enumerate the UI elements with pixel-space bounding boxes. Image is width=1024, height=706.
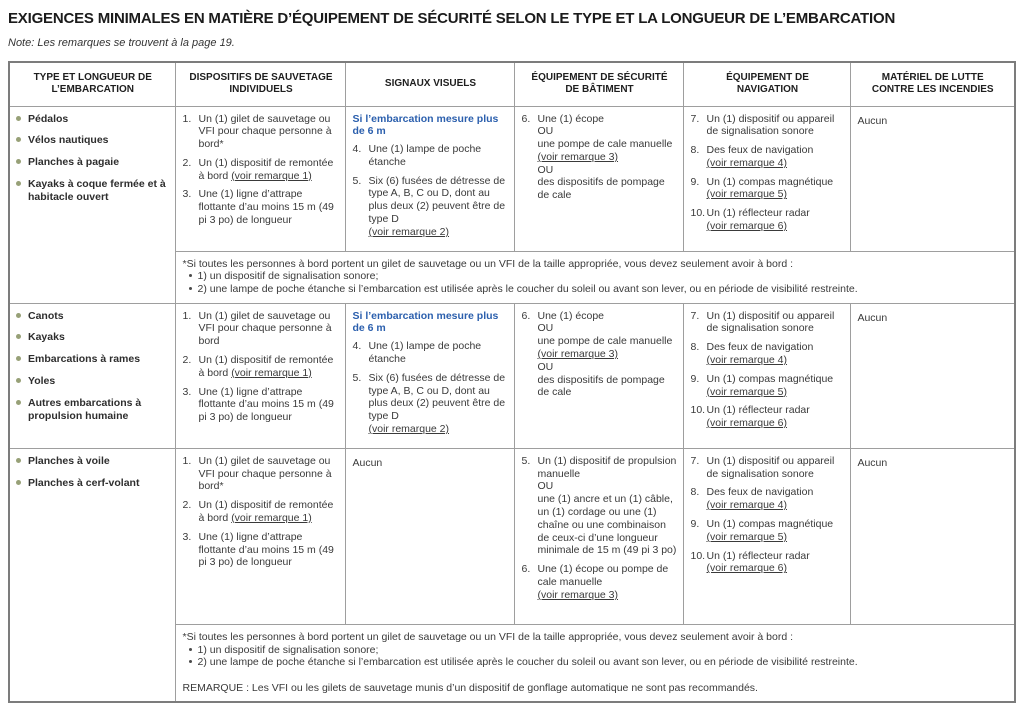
boat-type: Yoles: [16, 375, 168, 388]
item-text: Un (1) gilet de sauvetage ou VFI pour chaque personne à bord: [198, 309, 332, 348]
equipment-item: [690, 341, 843, 367]
none-label: Aucun: [857, 456, 888, 469]
item-text: Un (1) dispositif ou appareil de signalisation sonore: [706, 112, 835, 138]
visual-signals-cell: [346, 303, 515, 448]
item-number: 4.: [352, 143, 362, 156]
remark-link[interactable]: (voir remarque 6): [706, 220, 788, 233]
equipment-item: [690, 455, 843, 481]
item-number: 1.: [182, 309, 192, 322]
none-label: Aucun: [857, 114, 888, 127]
equipment-item: [521, 310, 676, 400]
boat-type: Kayaks: [16, 331, 168, 344]
item-number: 3.: [182, 530, 192, 543]
footnote-intro: *Si toutes les personnes à bord portent un gilet de sauvetage ou un VFI de la taille appropriée, vous devez seulement avoir à bord :: [182, 257, 794, 270]
table-row: [9, 448, 1015, 624]
remark-link[interactable]: (voir remarque 1): [231, 366, 312, 379]
item-text: Une (1) lampe de poche étanche: [368, 340, 482, 366]
boat-type: Kayaks à coque fermée et à habitacle ouvert: [16, 178, 168, 204]
item-number: 1.: [182, 454, 192, 467]
item-text: Un (1) gilet de sauvetage ou VFI pour chaque personne à bord*: [198, 454, 332, 493]
or-separator: OU: [537, 360, 554, 373]
bullet-icon: [16, 458, 21, 463]
column-header-navigation: ÉQUIPEMENT DE NAVIGATION: [684, 62, 851, 106]
item-number: 6.: [521, 112, 531, 125]
boat-types-cell: [9, 448, 176, 702]
item-text: Une (1) écope ou pompe de cale manuelle: [537, 563, 669, 589]
item-text: Un (1) gilet de sauvetage ou VFI pour chaque personne à bord*: [198, 112, 332, 151]
item-number: 7.: [690, 112, 700, 125]
item-text: Une (1) lampe de poche étanche: [368, 143, 482, 168]
boat-type: Autres embarcations à propulsion humaine: [16, 397, 168, 423]
item-number: 10.: [690, 207, 706, 220]
vessel-safety-cell: [515, 106, 684, 251]
firefighting-cell: [851, 448, 1015, 624]
column-header-firefighting: MATÉRIEL DE LUTTE CONTRE LES INCENDIES: [851, 62, 1015, 106]
equipment-item: [182, 455, 338, 493]
safety-equipment-table: [8, 61, 1016, 703]
equipment-item: [690, 113, 843, 139]
item-number: 5.: [521, 454, 531, 467]
equipment-item: [521, 113, 676, 203]
item-number: 9.: [690, 518, 700, 531]
equipment-item: [690, 207, 843, 233]
length-condition-text: Si l’embarcation mesure plus de 6 m: [352, 112, 499, 138]
or-separator: OU: [537, 163, 554, 176]
or-separator: OU: [537, 322, 554, 335]
item-number: 8.: [690, 144, 700, 157]
equipment-item: [182, 113, 338, 151]
column-header-vessel-safety: ÉQUIPEMENT DE SÉCURITÉ DE BÂTIMENT: [515, 62, 684, 106]
bullet-icon: [16, 159, 21, 164]
item-number: 10.: [690, 549, 706, 562]
bullet-icon: [16, 313, 21, 318]
firefighting-cell: [851, 106, 1015, 251]
firefighting-cell: [851, 303, 1015, 448]
equipment-item: [182, 531, 338, 569]
item-number: 9.: [690, 372, 700, 385]
item-text: Un (1) dispositif ou appareil de signalisation sonore: [706, 309, 835, 335]
item-number: 8.: [690, 486, 700, 499]
bullet-icon: [16, 334, 21, 339]
boat-type: Planches à cerf-volant: [16, 477, 168, 490]
item-text: des dispositifs de pompage de cale: [537, 373, 665, 399]
remark-link[interactable]: (voir remarque 2): [368, 225, 450, 238]
vessel-safety-cell: [515, 448, 684, 624]
item-text: Un (1) dispositif de remontée à bord: [198, 156, 334, 182]
table-row: [9, 303, 1015, 448]
equipment-item: [182, 157, 338, 183]
item-number: 5.: [352, 174, 362, 187]
boat-types-cell: [9, 303, 176, 448]
item-number: 10.: [690, 404, 706, 417]
item-text: Un (1) dispositif de remontée à bord: [198, 499, 334, 525]
item-number: 1.: [182, 112, 192, 125]
column-header-visual-signals: SIGNAUX VISUELS: [346, 62, 515, 106]
equipment-item: [521, 455, 676, 557]
item-number: 3.: [182, 188, 192, 201]
equipment-item: [690, 176, 843, 202]
lifesaving-cell: [176, 303, 346, 448]
bullet-icon: [16, 356, 21, 361]
length-condition-text: Si l’embarcation mesure plus de 6 m: [352, 309, 499, 335]
item-number: 9.: [690, 175, 700, 188]
item-number: 7.: [690, 309, 700, 322]
remark-link[interactable]: (voir remarque 6): [706, 417, 788, 430]
equipment-item: [690, 404, 843, 430]
table-row: [9, 106, 1015, 251]
remark-link[interactable]: (voir remarque 4): [706, 499, 788, 512]
page-note: Note: Les remarques se trouvent à la page 19.: [8, 37, 235, 49]
column-header-type: TYPE ET LONGUEUR DE L’EMBARCATION: [9, 62, 176, 106]
visual-signals-cell: [346, 448, 515, 624]
item-text: Des feux de navigation: [706, 486, 814, 499]
equipment-item: [352, 143, 507, 169]
footnote-item: 2) une lampe de poche étanche si l’embarcation est utilisée après le coucher du soleil ou avant son lever, ou en période de visibilité restreinte.: [182, 283, 1007, 296]
bullet-icon: [189, 274, 192, 277]
item-number: 6.: [521, 563, 531, 576]
equipment-item: [352, 340, 507, 366]
remark-link[interactable]: (voir remarque 5): [706, 188, 788, 201]
vessel-safety-cell: [515, 303, 684, 448]
bullet-icon: [189, 287, 192, 290]
navigation-cell: [684, 106, 851, 251]
lifesaving-cell: [176, 106, 346, 251]
item-text: Six (6) fusées de détresse de type A, B, C ou D, dont au plus deux (2) peuvent être de type D: [368, 174, 506, 226]
item-text: Un (1) dispositif de remontée à bord: [198, 354, 334, 379]
item-text: Des feux de navigation: [706, 341, 814, 354]
item-text: Un (1) réflecteur radar: [706, 207, 810, 220]
header-row: [9, 62, 1015, 106]
footnote-intro: *Si toutes les personnes à bord portent un gilet de sauvetage ou un VFI de la taille appropriée, vous devez seulement avoir à bord :: [182, 630, 794, 643]
footnote-item: 1) un dispositif de signalisation sonore;: [182, 270, 1007, 283]
remark-link[interactable]: (voir remarque 5): [706, 530, 788, 543]
boat-type: Vélos nautiques: [16, 134, 168, 147]
item-text: Un (1) compas magnétique: [706, 518, 834, 531]
item-number: 2.: [182, 156, 192, 169]
equipment-item: [182, 386, 338, 424]
remark-link[interactable]: (voir remarque 6): [706, 562, 788, 575]
item-number: 7.: [690, 454, 700, 467]
item-number: 2.: [182, 499, 192, 512]
lifesaving-cell: [176, 448, 346, 624]
bullet-icon: [16, 137, 21, 142]
visual-signals-cell: [346, 106, 515, 251]
remark-link[interactable]: (voir remarque 1): [231, 512, 312, 525]
equipment-item: [182, 188, 338, 226]
item-number: 8.: [690, 341, 700, 354]
item-text: Une (1) écope: [537, 112, 605, 125]
item-text: Un (1) compas magnétique: [706, 175, 834, 188]
equipment-item: [690, 310, 843, 336]
bullet-icon: [16, 378, 21, 383]
item-text: une (1) ancre et un (1) câble, un (1) cordage ou une (1) chaîne ou une combinaison de ceux-ci d’une longueur minimale de 15 m (49 pi 3 po): [537, 493, 677, 557]
equipment-item: [352, 175, 507, 239]
boat-types-cell: [9, 106, 176, 303]
item-text: Une (1) ligne d’attrape flottante d’au moins 15 m (49 pi 3 po) de longueur: [198, 188, 334, 227]
column-header-lifesaving: DISPOSITIFS DE SAUVETAGE INDIVIDUELS: [176, 62, 346, 106]
item-text: Six (6) fusées de détresse de type A, B, C ou D, dont au plus deux (2) peuvent être de type D: [368, 371, 506, 423]
footnote-cell: [176, 624, 1015, 702]
item-number: 3.: [182, 385, 192, 398]
item-text: des dispositifs de pompage de cale: [537, 176, 665, 202]
remark-link[interactable]: (voir remarque 2): [368, 423, 450, 436]
equipment-item: [690, 550, 843, 576]
or-separator: OU: [537, 125, 554, 138]
none-label: Aucun: [857, 311, 888, 324]
footnote-item: 1) un dispositif de signalisation sonore;: [182, 644, 1007, 657]
item-text: Un (1) compas magnétique: [706, 372, 834, 385]
boat-type: Planches à pagaie: [16, 156, 168, 169]
item-text: Une (1) ligne d’attrape flottante d’au moins 15 m (49 pi 3 po) de longueur: [198, 385, 334, 424]
remark-link[interactable]: (voir remarque 3): [537, 588, 619, 601]
equipment-item: [182, 499, 338, 525]
footnote-cell: [176, 251, 1015, 303]
or-separator: OU: [537, 480, 554, 493]
remark-link[interactable]: (voir remarque 3): [537, 348, 619, 361]
boat-type: Planches à voile: [16, 455, 168, 468]
item-number: 5.: [352, 371, 362, 384]
equipment-item: [690, 144, 843, 170]
item-text: Un (1) dispositif ou appareil de signalisation sonore: [706, 454, 835, 480]
boat-type: Embarcations à rames: [16, 353, 168, 366]
remark-link[interactable]: (voir remarque 5): [706, 385, 788, 398]
bullet-icon: [16, 400, 21, 405]
boat-type: Canots: [16, 310, 168, 323]
item-text: une pompe de cale manuelle: [537, 138, 673, 151]
none-label: Aucun: [352, 456, 383, 469]
equipment-item: [521, 563, 676, 601]
equipment-item: [690, 486, 843, 512]
item-number: 4.: [352, 340, 362, 353]
item-text: Une (1) ligne d’attrape flottante d’au moins 15 m (49 pi 3 po) de longueur: [198, 530, 334, 569]
equipment-item: [182, 310, 338, 348]
item-text: une pompe de cale manuelle: [537, 335, 673, 348]
page-title: EXIGENCES MINIMALES EN MATIÈRE D’ÉQUIPEMENT DE SÉCURITÉ SELON LE TYPE ET LA LONGUEUR DE L’EMBARCATION: [8, 10, 896, 27]
item-text: Des feux de navigation: [706, 144, 814, 157]
remark-link[interactable]: (voir remarque 4): [706, 156, 788, 169]
equipment-item: [690, 373, 843, 399]
bullet-icon: [189, 660, 192, 663]
item-number: 6.: [521, 309, 531, 322]
item-text: Un (1) réflecteur radar: [706, 404, 810, 417]
item-text: Une (1) écope: [537, 309, 605, 322]
footnote-item: 2) une lampe de poche étanche si l’embarcation est utilisée après le coucher du soleil ou avant son lever, ou en période de visibilité restreinte.: [182, 656, 1007, 669]
navigation-cell: [684, 448, 851, 624]
item-text: Un (1) réflecteur radar: [706, 549, 810, 562]
bullet-icon: [16, 116, 21, 121]
equipment-item: [352, 372, 507, 436]
remark-link[interactable]: (voir remarque 4): [706, 354, 788, 367]
bullet-icon: [189, 648, 192, 651]
bullet-icon: [16, 480, 21, 485]
remark-link[interactable]: (voir remarque 1): [231, 169, 312, 182]
remark-link[interactable]: (voir remarque 3): [537, 150, 619, 163]
item-text: Un (1) dispositif de propulsion manuelle: [537, 454, 677, 480]
remark-note: REMARQUE : Les VFI ou les gilets de sauvetage munis d’un dispositif de gonflage automatique ne sont pas recommandés.: [182, 682, 758, 695]
item-number: 2.: [182, 354, 192, 367]
bullet-icon: [16, 181, 21, 186]
equipment-item: [690, 518, 843, 544]
navigation-cell: [684, 303, 851, 448]
equipment-item: [182, 354, 338, 380]
boat-type: Pédalos: [16, 113, 168, 126]
